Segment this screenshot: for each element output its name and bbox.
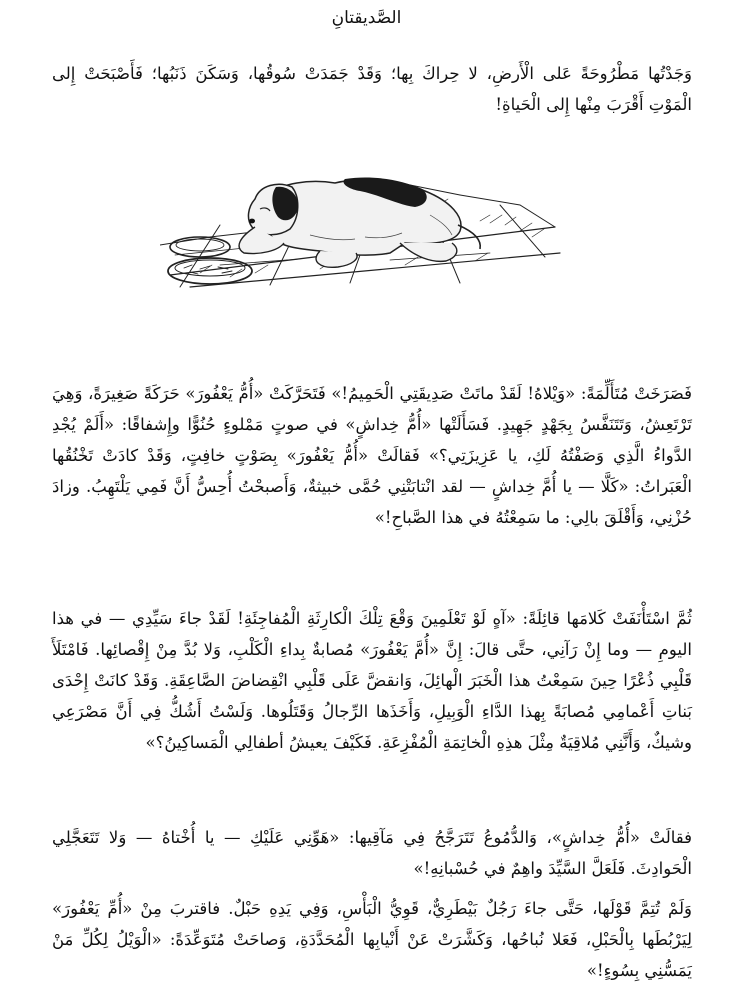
paragraph-4: فقالَتْ «أُمُّ خِداشٍ»، وَالدُّمُوعُ تَتَرَجَّحُ فِي مَآقِيها: «هَوِّنِي عَلَيْكِ — يا أُخْتاهُ — وَلا تَتَعَجَّلِي الْحَوادِثَ. فَلَعَلَّ السَّيِّدَ واهِمٌ في حُسْبانِهِ!»	[52, 828, 692, 878]
paragraph-3: ثُمَّ اسْتَأْنَفَتْ كَلامَها قائِلَةً: «آهٍ لَوْ تَعْلَمِينَ وَقْعَ تِلْكَ الْكارِثَةِ الْمُفاجِئَةِ! لَقَدْ جاءَ سَيِّدِي — في هذا اليومِ — وما إِنْ رَآنِي، حتَّى قالَ: إِنَّ «أُمَّ يَعْفُورَ» مُصابةٌ بِداءِ الْكَلْبِ، وَلا بُدَّ مِنْ إِقْصائِها. فَامْتَلَأَ قَلْبِي ذُعْرًا حِينَ سَمِعْتُ هذا الْخَبَرَ الْهائِلَ، وَانقضَّ عَلَى قَلْبِي انْقِضاضَ الصَّاعِقَةِ. وَقَدْ كانَتْ إِحْدَى بَناتِ أَعْمامِي مُصابَةً بِهذا الدَّاءِ الْوَبِيلِ، وَأَخَذَها الرِّجالُ وَقَتَلُوها. وَلَسْتُ أَشُكُّ فِي أَنَّ مَصْرَعِي وشيكٌ، وَأَنَّنِي مُلاقِيَةٌ مِثْلَ هذِهِ الْخاتِمَةِ الْمُفْزِعَةِ. فَكَيْفَ يعيشُ أطفالِي الْمَساكِينُ؟»	[52, 609, 692, 752]
paragraph-2: فَصَرَخَتْ مُتَأَلِّمَةً: «وَيْلاهُ! لَقَدْ ماتَتْ صَدِيقَتِي الْحَمِيمُ!» فَتَحَرَّكَتْ «أُمُّ يَعْفُورَ» حَرَكَةً صَغِيرَةً، وَهِيَ تَرْتَعِشُ، وَتَتَنَفَّسُ بِجَهْدٍ جَهِيدٍ. فَسَأَلَتْها «أُمُّ خِداشٍ» في صوتٍ مَمْلوءٍ حُنُوًّا وإِشفاقًا: «أَلَمْ يُجْدِ الدَّواءُ الَّذِي وَصَفْتُهُ لَكِ، يا عَزِيزَتِي؟» فَقالَتْ «أُمُّ يَعْفُورَ» بِصَوْتٍ خافِتٍ، وَقَدْ كادَتْ تَخْنُقُها الْعَبَراتُ: «كَلَّا — يا أُمَّ خِداشٍ — لقد انْتابَتْنِي حُمَّى خبيثةٌ، وَأَصبحْتُ أُحِسُّ أَنَّ فَمِي يَلْتَهِبُ. وزادَ حُزْنِي، وَأَقْلَقَ بالِي: ما سَمِعْتُهُ في هذا الصَّباحِ!»	[52, 384, 692, 527]
paragraph-5: وَلَمْ تُتِمَّ قَوْلَها، حَتَّى جاءَ رَجُلٌ بَيْطَرِيٌّ، قَوِيُّ الْبَأْسِ، وَفِي يَدِهِ حَبْلٌ. فاقتربَ مِنْ «أُمِّ يَعْفُورَ» لِيَرْبُطَها بِالْحَبْلِ، فَعَلا نُباحُها، وَكَشَّرَتْ عَنْ أَنْيابِها الْمُحَدَّدَةِ، وَصاحَتْ مُتَوَعِّدَةً: «الْوَيْلُ لِكُلِّ مَنْ يَمَسُّنِي بِسُوءٍ!»	[52, 899, 692, 980]
page-title: الصَّديقتانِ	[331, 8, 402, 28]
paragraph-1: وَجَدْتُها مَطْرُوحَةً عَلى الْأَرضِ، لا حِراكَ بِها؛ وَقَدْ جَمَدَتْ سُوقُها، وَسَكَنَ ذَنَبُها؛ فَأَصْبَحَتْ إِلى الْمَوْتِ أَقْرَبَ مِنْها إِلى الْحَياةِ!	[52, 64, 692, 114]
dog-lying-illustration-icon	[160, 165, 570, 290]
